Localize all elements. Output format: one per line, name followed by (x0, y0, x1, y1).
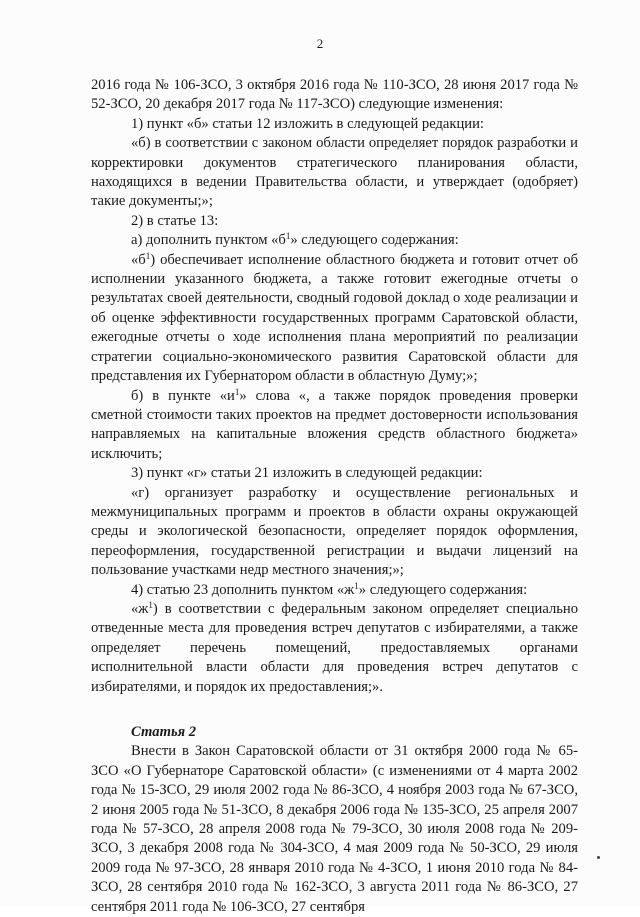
paragraph (91, 134, 578, 212)
text-run: » слова «, а также порядок проведения проверки сметной стоимости таких проектов на предмет достоверности использования направляемых на капитальные вложения средств областного бюджета» исключить; (91, 387, 578, 462)
text-run: 3) пункт «г» статьи 21 изложить в следующей редакции: (131, 465, 483, 482)
text-run: ) в соответствии с федеральным законом определяет специально отведенные места для проведения встреч депутатов с избирателями, а также определяет перечень помещений, предоставляемых органами исполнительной власти области для проведения встреч депутатов с избирателями, и порядок их предоставления;». (91, 600, 578, 695)
text-run: 2016 года № 106-ЗСО, 3 октября 2016 года № 110-ЗСО, 28 июня 2017 года № 52-ЗСО, 20 декабря 2017 года № 117-ЗСО) следующие изменения: (91, 77, 578, 113)
article-heading: Статья 2 (131, 724, 197, 740)
text-run: 4) статью 23 дополнить пунктом «ж (131, 581, 355, 598)
superscript: 1 (234, 386, 240, 397)
document-body (91, 76, 578, 917)
paragraph (91, 581, 578, 600)
superscript: 1 (285, 231, 291, 242)
article-1-continuation (91, 76, 578, 697)
superscript: 1 (148, 599, 153, 610)
text-run: » следующего содержания: (290, 232, 459, 249)
text-run: Внести в Закон Саратовской области от 31 октября 2000 года № 65-ЗСО «О Губернаторе Саратовской области» (с изменениями от 4 марта 2002 года № 15-ЗСО, 29 июля 2002 года № 86-ЗСО, 4 ноября 2003 года № 67-ЗСО, 2 июня 2005 года № 51-ЗСО, 8 декабря 2006 года № 135-ЗСО, 25 апреля 2007 года № 57-ЗСО, 28 апреля 2008 года № 79-ЗСО, 30 июля 2008 года № 209-ЗСО, 3 декабря 2008 года № 304-ЗСО, 4 мая 2009 года № 50-ЗСО, 29 июля 2009 года № 97-ЗСО, 28 января 2010 года № 4-ЗСО, 1 июня 2010 года № 84-ЗСО, 28 сентября 2010 года № 162-ЗСО, 3 августа 2011 года № 86-ЗСО, 27 сентября 2011 года № 106-ЗСО, 27 сентября (91, 743, 578, 915)
superscript: 1 (145, 250, 151, 261)
paragraph (91, 76, 578, 115)
paragraph (91, 484, 578, 581)
text-run: 2) в статье 13: (131, 212, 219, 229)
page-number: 2 (316, 36, 324, 51)
article-2-body (91, 742, 578, 917)
paragraph (91, 115, 578, 134)
superscript: 1 (354, 580, 359, 591)
paragraph (91, 212, 578, 231)
paragraph (91, 742, 578, 917)
text-run: » следующего содержания: (358, 581, 528, 598)
paragraph (91, 600, 578, 697)
paragraph (91, 251, 578, 387)
paragraph (91, 231, 578, 250)
text-run: а) дополнить пунктом «б (131, 232, 286, 249)
text-run: «б) в соответствии с законом области определяет порядок разработки и корректировки документов стратегического планирования области, находящихся в ведении Правительства области, и утверждает (одобряет) такие документы;»; (91, 135, 578, 210)
text-run: ) обеспечивает исполнение областного бюджета и готовит отчет об исполнении указанного бюджета, а также готовит ежегодные отчеты о результатах своей деятельности, сводный годовой доклад о ходе реализации и об оценке эффективности государственных программ Саратовской области, ежегодные отчеты о ходе исполнения плана мероприятий по реализации стратегии социально-экономического развития Саратовской области для представления их Губернатором области в областную Думу;»; (91, 251, 578, 385)
text-run: 1) пункт «б» статьи 12 изложить в следующей редакции: (131, 115, 484, 132)
text-run: «б (131, 251, 146, 268)
text-run: «ж (131, 600, 149, 617)
paragraph (91, 387, 578, 465)
text-run: б) в пункте «и (131, 387, 235, 404)
text-run: «г) организует разработку и осуществление региональных и межмуниципальных программ и проектов в области охраны окружающей среды и экологической безопасности, определяет порядок оформления, переоформления, государственной регистрации и выдачи лицензий на пользование участками недр местного значения;»; (91, 484, 578, 579)
paragraph (91, 464, 578, 483)
scan-speck (597, 856, 600, 859)
